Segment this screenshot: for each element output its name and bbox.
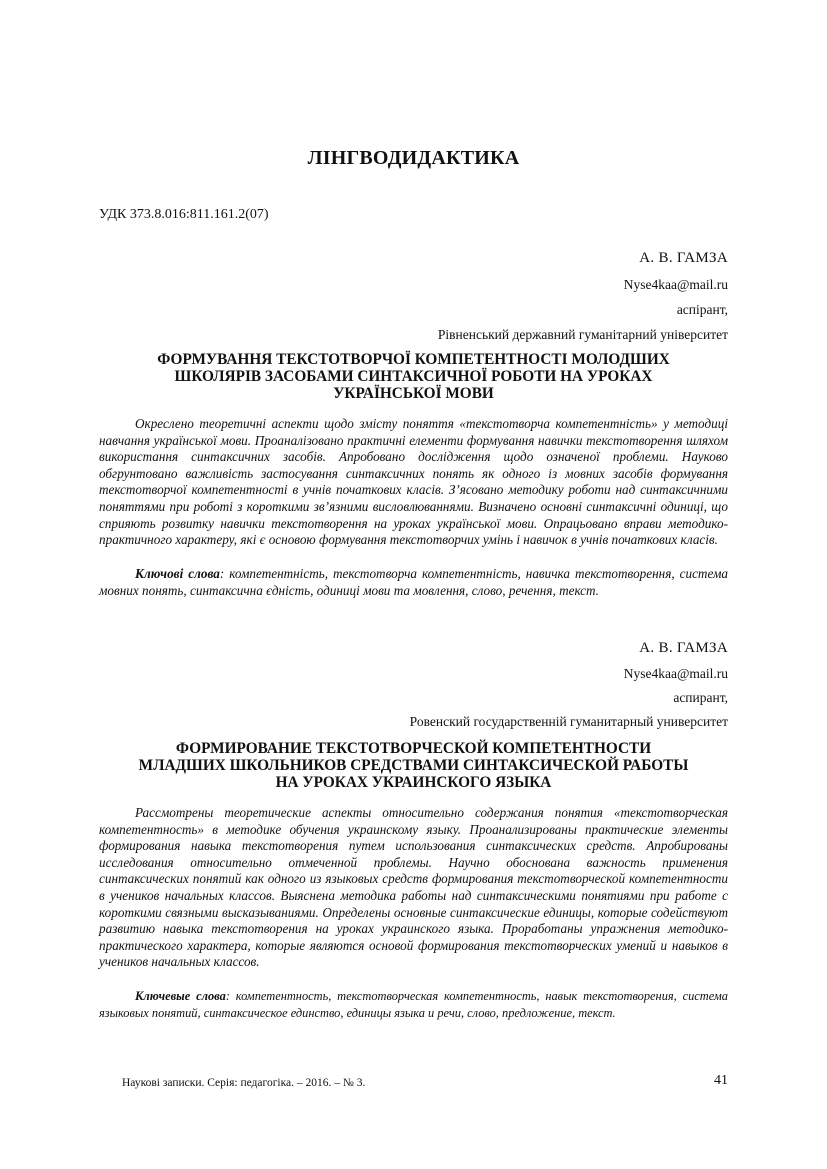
title-line: ШКОЛЯРІВ ЗАСОБАМИ СИНТАКСИЧНОЇ РОБОТИ НА УРОКАХ — [174, 368, 653, 385]
author-position-ua: аспірант, — [676, 302, 728, 317]
author-name-ua: А. В. ГАМЗА — [639, 250, 728, 266]
title-line: УКРАЇНСЬКОЇ МОВИ — [333, 385, 494, 402]
abstract-ua: Окреслено теоретичні аспекти щодо змісту поняття «текстотворча компетентність» у методиці навчання української мови. Проаналізовано практичні елементи формування навички текстотворення шляхом використання синтаксичних засобів. Апробовано дослідження щодо означеної проблеми. Науково обгрунтовано важливість застосування синтаксичних понять як одного із мовних засобів формування текстотворчої компетентності в учнів початкових класів. З’ясовано методику роботи над синтаксичними поняттями при роботі з короткими зв’язними висловлюваннями. Визначено основні синтаксичні одиниці, що сприяють розвитку навички текстотворення на уроках української мови. Опрацьовано вправи методико-практичного характеру, які є основою формування текстотворчих умінь і навичок в учнів початкових класів. — [99, 416, 728, 548]
abstract-ru: Рассмотрены теоретические аспекты относительно содержания понятия «текстотворческая компетентность» в методике обучения украинскому языку. Проанализированы практические элементы формирования навыка текстотворения путем использования синтаксических средств. Апробированы исследования относительно отмеченной проблемы. Научно обоснована важность применения синтаксических понятий как одного из языковых средств формирования текстотворческой компетентности в учеников начальных классов. Выяснена методика работы над синтаксическими понятиями при работе с короткими связными высказываниями. Определены основные синтаксические единицы, которые содействуют развитию навыка текстотворения на уроках украинского языка. Проработаны упражнения методико-практического характера, которые являются основой формирования текстотворческих умений и навыков в учеников начальных классов. — [99, 805, 728, 970]
title-line: МЛАДШИХ ШКОЛЬНИКОВ СРЕДСТВАМИ СИНТАКСИЧЕСКОЙ РАБОТЫ — [138, 757, 689, 774]
article-title-ua — [110, 351, 717, 402]
keywords-text-ru: : компетентность, текстотворческая компетентность, навык текстотворения, система языковых понятий, синтаксическое единство, единицы языка и речи, слово, предложение, текст. — [99, 989, 729, 1020]
title-line: ФОРМИРОВАНИЕ ТЕКСТОТВОРЧЕСКОЙ КОМПЕТЕНТНОСТИ — [175, 740, 652, 757]
author-email-ua[interactable]: Nyse4kaa@mail.ru — [623, 277, 728, 292]
keywords-ua — [99, 566, 728, 599]
author-email-ru[interactable]: Nyse4kaa@mail.ru — [623, 666, 728, 681]
keywords-label-ua: Ключові слова — [135, 566, 220, 581]
keywords-label-ru: Ключевые слова — [135, 989, 226, 1003]
article-title-ru — [110, 740, 717, 791]
title-line: ФОРМУВАННЯ ТЕКСТОТВОРЧОЇ КОМПЕТЕНТНОСТІ МОЛОДШИХ — [157, 351, 670, 368]
author-university-ru: Ровенский государственній гуманитарный университет — [409, 714, 728, 729]
title-line: НА УРОКАХ УКРАИНСКОГО ЯЗЫКА — [275, 774, 552, 791]
footer-journal: Наукові записки. Серія: педагогіка. – 2016. – № 3. — [122, 1077, 366, 1089]
author-name-ru: А. В. ГАМЗА — [639, 640, 728, 656]
section-title: ЛІНГВОДИДАКТИКА — [307, 147, 520, 169]
page-number: 41 — [714, 1073, 728, 1088]
keywords-text-ua: : компетентність, текстотворча компетентність, навичка текстотворення, система мовних понять, синтаксична єдність, одиниці мови та мовлення, слово, речення, текст. — [99, 566, 728, 598]
author-university-ua: Рівненський державний гуманітарний університет — [437, 327, 728, 342]
udk-code: УДК 373.8.016:811.161.2(07) — [99, 207, 269, 222]
keywords-ru — [99, 988, 728, 1021]
author-position-ru: аспирант, — [673, 690, 728, 705]
